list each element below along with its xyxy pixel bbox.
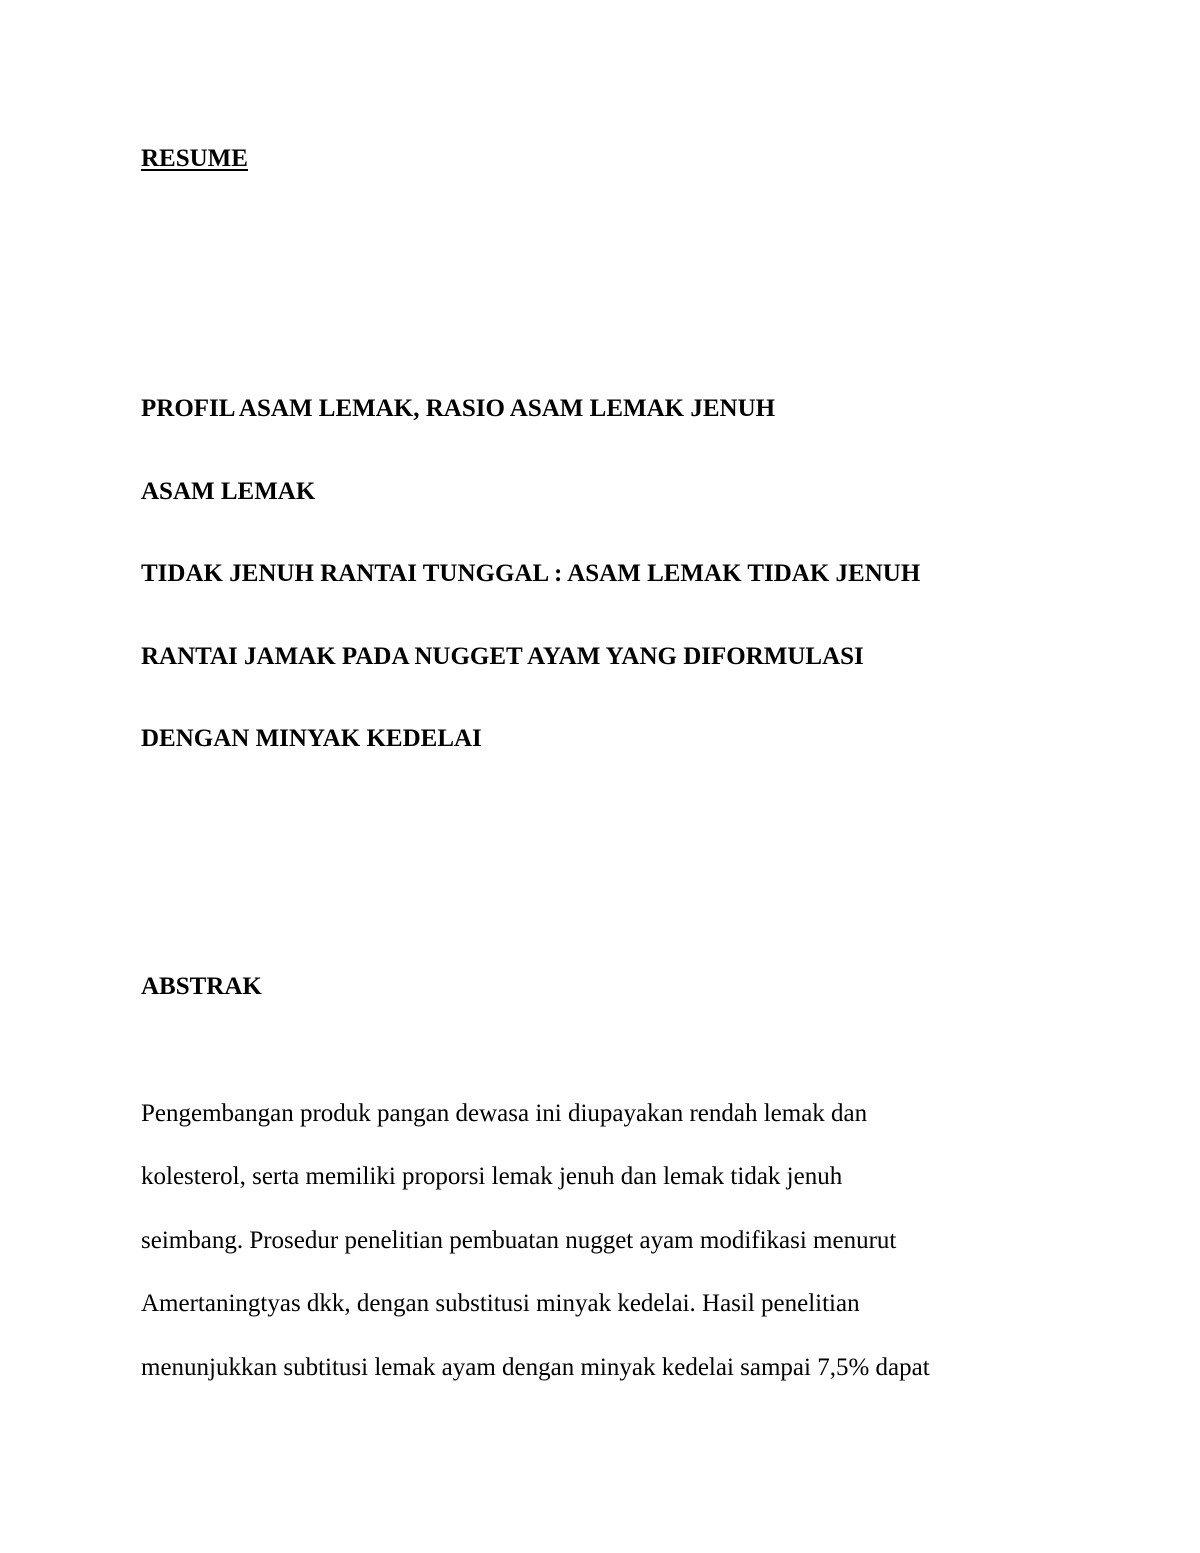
title-line: TIDAK JENUH RANTAI TUNGGAL : ASAM LEMAK TIDAK JENUH <box>141 560 921 587</box>
resume-heading: RESUME <box>141 145 248 172</box>
abstract-line: Amertaningtyas dkk, dengan substitusi minyak kedelai. Hasil penelitian <box>141 1290 860 1317</box>
title-line: DENGAN MINYAK KEDELAI <box>141 725 482 752</box>
abstract-heading: ABSTRAK <box>141 973 262 1000</box>
title-line: ASAM LEMAK <box>141 478 316 505</box>
title-line: RANTAI JAMAK PADA NUGGET AYAM YANG DIFORMULASI <box>141 643 864 670</box>
abstract-line: Pengembangan produk pangan dewasa ini diupayakan rendah lemak dan <box>141 1100 868 1127</box>
abstract-line: kolesterol, serta memiliki proporsi lemak jenuh dan lemak tidak jenuh <box>141 1163 843 1190</box>
abstract-line: menunjukkan subtitusi lemak ayam dengan minyak kedelai sampai 7,5% dapat <box>141 1354 930 1381</box>
title-line: PROFIL ASAM LEMAK, RASIO ASAM LEMAK JENUH <box>141 395 776 422</box>
abstract-line: seimbang. Prosedur penelitian pembuatan nugget ayam modifikasi menurut <box>141 1227 897 1254</box>
